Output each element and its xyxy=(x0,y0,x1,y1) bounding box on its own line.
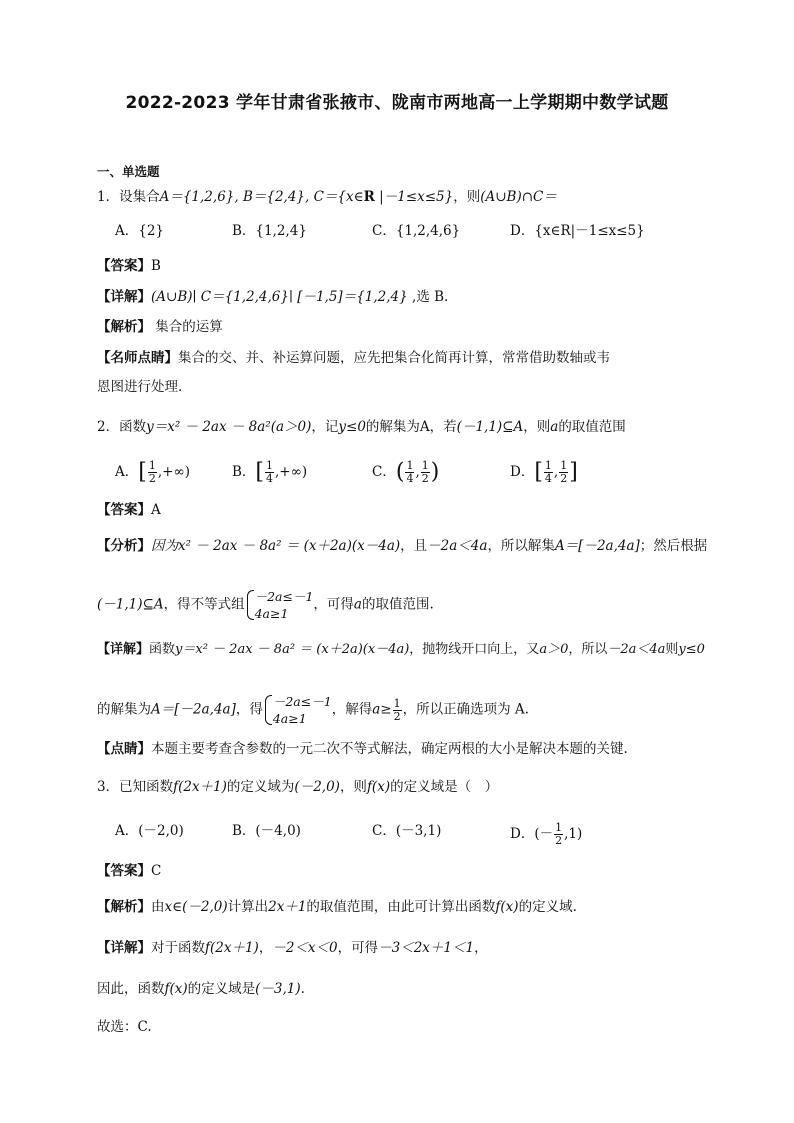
q3-detail-line-2 xyxy=(97,980,305,998)
bracket: ( xyxy=(395,459,405,485)
q1-option-d: D．{x∈R|－1≤x≤5} xyxy=(510,223,645,239)
stem-text: 的解集为A，若 xyxy=(365,419,457,435)
math-expr: a≥ xyxy=(372,701,392,718)
detail-label: 【详解】 xyxy=(97,940,151,956)
q2-option-a xyxy=(115,460,190,485)
math-expr: (－1,1)⊆A xyxy=(456,419,524,435)
text: ，得 xyxy=(235,701,263,718)
denominator: 2 xyxy=(560,472,568,485)
math-expr: a xyxy=(353,596,362,613)
option-letter: A． xyxy=(115,464,139,480)
denominator: 2 xyxy=(421,472,429,485)
numerator: 1 xyxy=(148,459,156,472)
numerator: 1 xyxy=(555,821,563,834)
question-2-stem xyxy=(97,418,626,436)
math-expr: ,+∞) xyxy=(275,464,308,480)
inequality: －2a≤－1 xyxy=(254,589,314,604)
q2-answer xyxy=(97,501,161,519)
stem-text: ，则 xyxy=(339,779,367,795)
fraction xyxy=(554,822,563,847)
answer-value: A xyxy=(151,502,161,518)
math-expr: 2x＋1 xyxy=(268,899,307,915)
q1-option-b: B．{1,2,4} xyxy=(232,223,307,239)
inequality: －2a≤－1 xyxy=(272,694,332,709)
q3-detail xyxy=(97,939,488,957)
text: 的取值范围. xyxy=(361,596,434,613)
option-letter: B． xyxy=(232,464,256,480)
denominator: 2 xyxy=(393,709,401,723)
math-expr: y＝x² － 2ax － 8a²(a＞0) xyxy=(146,419,312,435)
text: ，所以解集 xyxy=(487,538,555,554)
bracket: ) xyxy=(430,459,440,485)
answer-label: 【答案】 xyxy=(97,258,151,274)
math-expr: f(x) xyxy=(495,899,519,915)
fraction xyxy=(544,460,553,485)
math-expr: －2a＜4a xyxy=(427,538,488,554)
analysis-label: 【解析】 xyxy=(97,319,151,335)
math-expr: A＝[－2a,4a] xyxy=(151,701,236,718)
math-expr: A＝{1,2,6}, B＝{2,4}, C＝{x∈ xyxy=(159,189,364,205)
math-expr: R xyxy=(363,189,375,205)
math-expr: (A∪B)∣ C＝{1,2,4,6}∣ [－1,5]＝{1,2,4} xyxy=(151,289,408,305)
bracket: [ xyxy=(534,459,543,485)
numerator: 1 xyxy=(544,459,552,472)
fraction xyxy=(405,460,414,485)
math-expr: x∈(－2,0) xyxy=(164,899,228,915)
numerator: 1 xyxy=(393,696,401,710)
text: ，且 xyxy=(400,538,428,554)
option-letter: D． xyxy=(510,826,535,842)
q3-answer xyxy=(97,862,161,880)
detail-label: 【详解】 xyxy=(97,289,151,305)
math-expr: y≤0 xyxy=(338,419,366,435)
q3-option-a: A．(－2,0) xyxy=(115,823,184,839)
math-expr: －2＜x＜0 xyxy=(272,940,338,956)
q1-option-c: C．{1,2,4,6} xyxy=(372,223,461,239)
stem-text: 的定义域是（ ） xyxy=(390,779,499,795)
text: . xyxy=(300,981,305,997)
q3-final: 故选：C. xyxy=(97,1019,152,1035)
text: 对于函数 xyxy=(151,940,205,956)
denominator: 4 xyxy=(544,472,552,485)
text: ，所以正确选项为 A. xyxy=(402,701,529,718)
q2-option-b xyxy=(232,460,307,485)
page-title: 2022-2023 学年甘肃省张掖市、陇南市两地高一上学期期中数学试题 xyxy=(125,93,669,113)
inequality: 4a≥1 xyxy=(254,606,289,621)
q1-famous-note xyxy=(97,349,610,367)
q1-analysis xyxy=(97,318,223,336)
math-expr: a＞0 xyxy=(539,642,569,657)
q3-option-d xyxy=(510,822,582,847)
q2-fenxi-line-1 xyxy=(97,537,707,555)
question-number: 3． xyxy=(97,779,120,795)
q1-answer xyxy=(97,257,161,275)
q2-detail-line-1 xyxy=(97,641,705,659)
q1-detail xyxy=(97,288,448,306)
stem-text: 设集合 xyxy=(119,189,160,205)
note-text: 集合的交、并、补运算问题，应先把集合化简再计算，常常借助数轴或韦 xyxy=(178,350,610,366)
section-heading: 一、单选题 xyxy=(97,164,160,179)
numerator: 1 xyxy=(560,459,568,472)
q3-option-b: B．(－4,0) xyxy=(232,823,301,839)
math-expr: f(x) xyxy=(164,981,188,997)
text: ， xyxy=(258,940,273,956)
text: 的解集为 xyxy=(97,701,151,718)
bracket: ] xyxy=(569,459,578,485)
inequality: 4a≥1 xyxy=(272,711,307,726)
question-1-stem xyxy=(97,188,557,206)
numerator: 1 xyxy=(421,459,429,472)
fenxi-label: 【分析】 xyxy=(97,538,151,554)
answer-value: B xyxy=(151,258,161,274)
fraction xyxy=(393,698,402,723)
math-expr: ,1) xyxy=(564,826,583,842)
bracket: [ xyxy=(138,459,147,485)
answer-value: C xyxy=(151,863,162,879)
math-expr: (－2,0) xyxy=(294,779,340,795)
math-expr: f(2x＋1) xyxy=(173,779,227,795)
stem-text: ，则 xyxy=(523,419,551,435)
text: ，解得 xyxy=(331,701,373,718)
analysis-label: 【解析】 xyxy=(97,899,151,915)
q1-option-a: A．{2} xyxy=(115,223,165,239)
math-expr: (A∪B)∩C＝ xyxy=(480,189,557,205)
text: 函数 xyxy=(149,642,176,657)
q3-option-c: C．(－3,1) xyxy=(372,823,442,839)
math-expr: (－1,1)⊆A xyxy=(97,596,164,613)
text: ， xyxy=(474,940,488,956)
text: ，抛物线开口向上，又 xyxy=(409,642,540,657)
math-expr: f(x) xyxy=(366,779,391,795)
stem-text: 的定义域为 xyxy=(226,779,295,795)
numerator: 1 xyxy=(266,459,274,472)
stem-text: ，记 xyxy=(311,419,339,435)
question-number: 1． xyxy=(97,189,120,205)
answer-label: 【答案】 xyxy=(97,502,151,518)
text: 计算出 xyxy=(227,899,269,915)
stem-text: 已知函数 xyxy=(119,779,174,795)
option-letter: D． xyxy=(510,464,535,480)
text: 由 xyxy=(151,899,165,915)
text: 的定义域是 xyxy=(187,981,256,997)
numerator: 1 xyxy=(406,459,414,472)
detail-text: ,选 B. xyxy=(407,289,449,305)
bracket: [ xyxy=(255,459,265,485)
text: ，得不等式组 xyxy=(163,596,245,613)
inequality-system xyxy=(263,693,332,727)
dianjing-label: 【点睛】 xyxy=(97,741,151,757)
math-expr: 因为x² － 2ax － 8a² ＝ (x＋2a)(x－4a) xyxy=(151,538,401,554)
text: 因此，函数 xyxy=(97,981,165,997)
q2-option-c: C．( $\frac{1}{4}$ , $\frac{1}{2}$ ) xyxy=(372,459,440,485)
question-3-stem xyxy=(97,778,498,796)
q3-analysis xyxy=(97,898,577,916)
math-expr: －2a＜4a xyxy=(607,642,666,657)
math-expr: －3＜2x＋1＜1 xyxy=(378,940,475,956)
text: 的定义域. xyxy=(518,899,577,915)
denominator: 4 xyxy=(266,472,274,485)
denominator: 2 xyxy=(148,472,156,485)
text: ，可得 xyxy=(337,940,379,956)
option-letter: C． xyxy=(372,464,396,480)
q2-detail-line-2 xyxy=(97,693,529,727)
q2-option-d: D．[ $\frac{1}{4}$ , $\frac{1}{2}$ ] xyxy=(510,459,578,485)
famous-label: 【名师点睛】 xyxy=(97,350,178,366)
text: 则 xyxy=(665,642,679,657)
math-expr: y＝x² － 2ax － 8a² ＝ (x＋2a)(x－4a) xyxy=(175,642,410,657)
question-number: 2． xyxy=(97,419,120,435)
denominator: 4 xyxy=(406,472,414,485)
denominator: 2 xyxy=(555,834,563,847)
math-expr: a xyxy=(550,419,559,435)
fraction xyxy=(421,460,430,485)
analysis-text: 集合的运算 xyxy=(151,319,223,335)
fraction xyxy=(559,460,568,485)
math-expr: (－ xyxy=(534,826,554,842)
stem-text: 的取值范围 xyxy=(558,419,626,435)
q2-fenxi-line-2 xyxy=(97,588,434,622)
answer-label: 【答案】 xyxy=(97,863,151,879)
q2-dianjing xyxy=(97,740,628,758)
math-expr: ,+∞) xyxy=(157,464,190,480)
math-expr: |－1≤x≤5} xyxy=(374,189,454,205)
detail-label: 【详解】 xyxy=(97,642,150,657)
text: ，所以 xyxy=(568,642,608,657)
fraction xyxy=(148,460,157,485)
inequality-system xyxy=(245,588,314,622)
stem-text: 函数 xyxy=(119,419,147,435)
text: ；然后根据 xyxy=(639,538,708,554)
text: ，可得 xyxy=(313,596,354,613)
math-expr: f(2x＋1) xyxy=(205,940,259,956)
math-expr: y≤0 xyxy=(678,642,705,657)
stem-text: ，则 xyxy=(453,189,481,205)
text: 的取值范围，由此可计算出函数 xyxy=(306,899,496,915)
fraction xyxy=(265,460,274,485)
math-expr: (－3,1) xyxy=(255,981,301,997)
math-expr: A＝[－2a,4a] xyxy=(554,538,640,554)
q1-famous-note-cont: 恩图进行处理. xyxy=(97,379,183,395)
note-text: 本题主要考查含参数的一元二次不等式解法，确定两根的大小是解决本题的关键. xyxy=(151,741,628,757)
